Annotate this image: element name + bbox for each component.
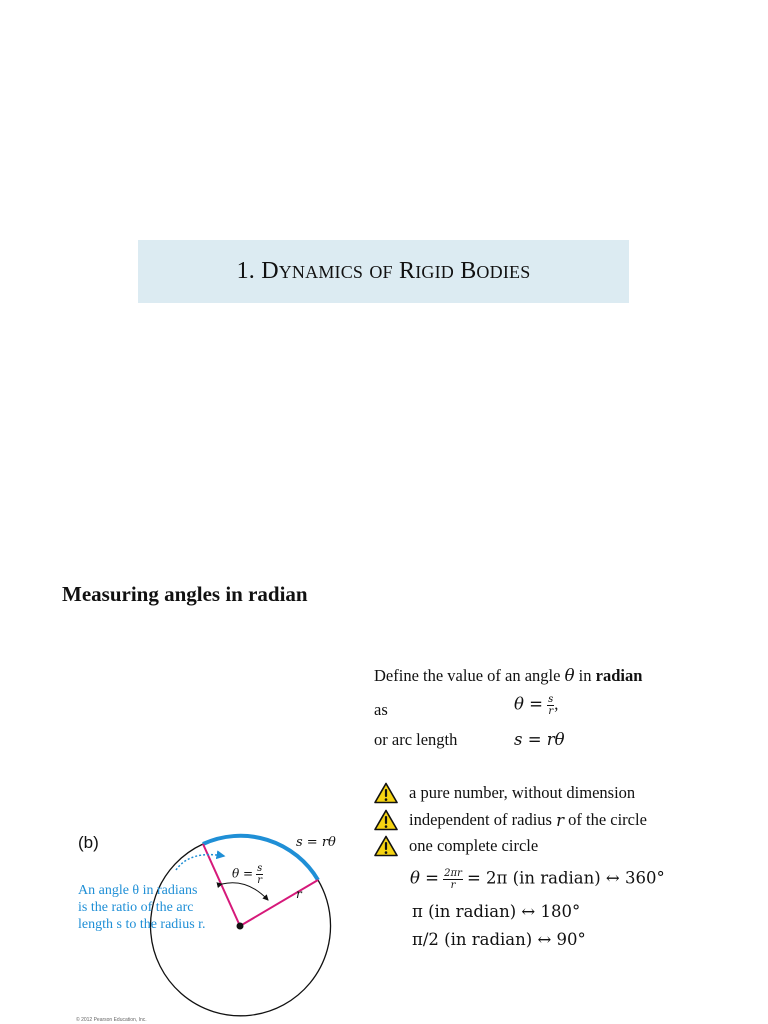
arc-length-label: or arc length [374, 730, 458, 749]
center-dot [237, 923, 244, 930]
definition-intro: Define the value of an angle θ in radian [374, 666, 643, 685]
title-number: 1. [236, 258, 255, 284]
warning-icon [374, 809, 398, 831]
radian-diagram [72, 826, 362, 1024]
diagram-caption: An angle θ in radians is the ratio of the arc length s to the radius r. [78, 883, 206, 932]
arc-length-formula: s = rθ [514, 730, 565, 749]
title-banner [138, 240, 629, 303]
warning-icon [374, 835, 398, 857]
angle-label: θ = $\frac{s}{r}$ [232, 863, 263, 886]
equivalence-half-circle: π (in radian) ↔ 180° [412, 902, 581, 921]
arc-label: s = rθ [296, 835, 336, 850]
equivalence-full-circle: θ = $\frac{2\pi r}{r}$ = 2π (in radian) ↔ 360° [410, 868, 665, 891]
definition-as-formula: θ = $\frac{s}{r}$ , [514, 694, 559, 717]
property-item-radius-independent: independent of radius r of the circle [374, 809, 647, 831]
warning-icon [374, 782, 398, 804]
property-item-dimensionless: a pure number, without dimension [374, 782, 635, 804]
radius-label: r [296, 887, 302, 901]
definition-as-label: as [374, 700, 388, 719]
copyright-note: © 2012 Pearson Education, Inc. [76, 1017, 147, 1023]
panel-label: (b) [78, 833, 99, 852]
property-item-full-circle: one complete circle [374, 835, 538, 857]
page-title: 1. DYNAMICS OF RIGID BODIES [236, 258, 531, 284]
equivalence-quarter-circle: π/2 (in radian) ↔ 90° [412, 930, 586, 949]
section-heading: Measuring angles in radian [62, 582, 308, 606]
